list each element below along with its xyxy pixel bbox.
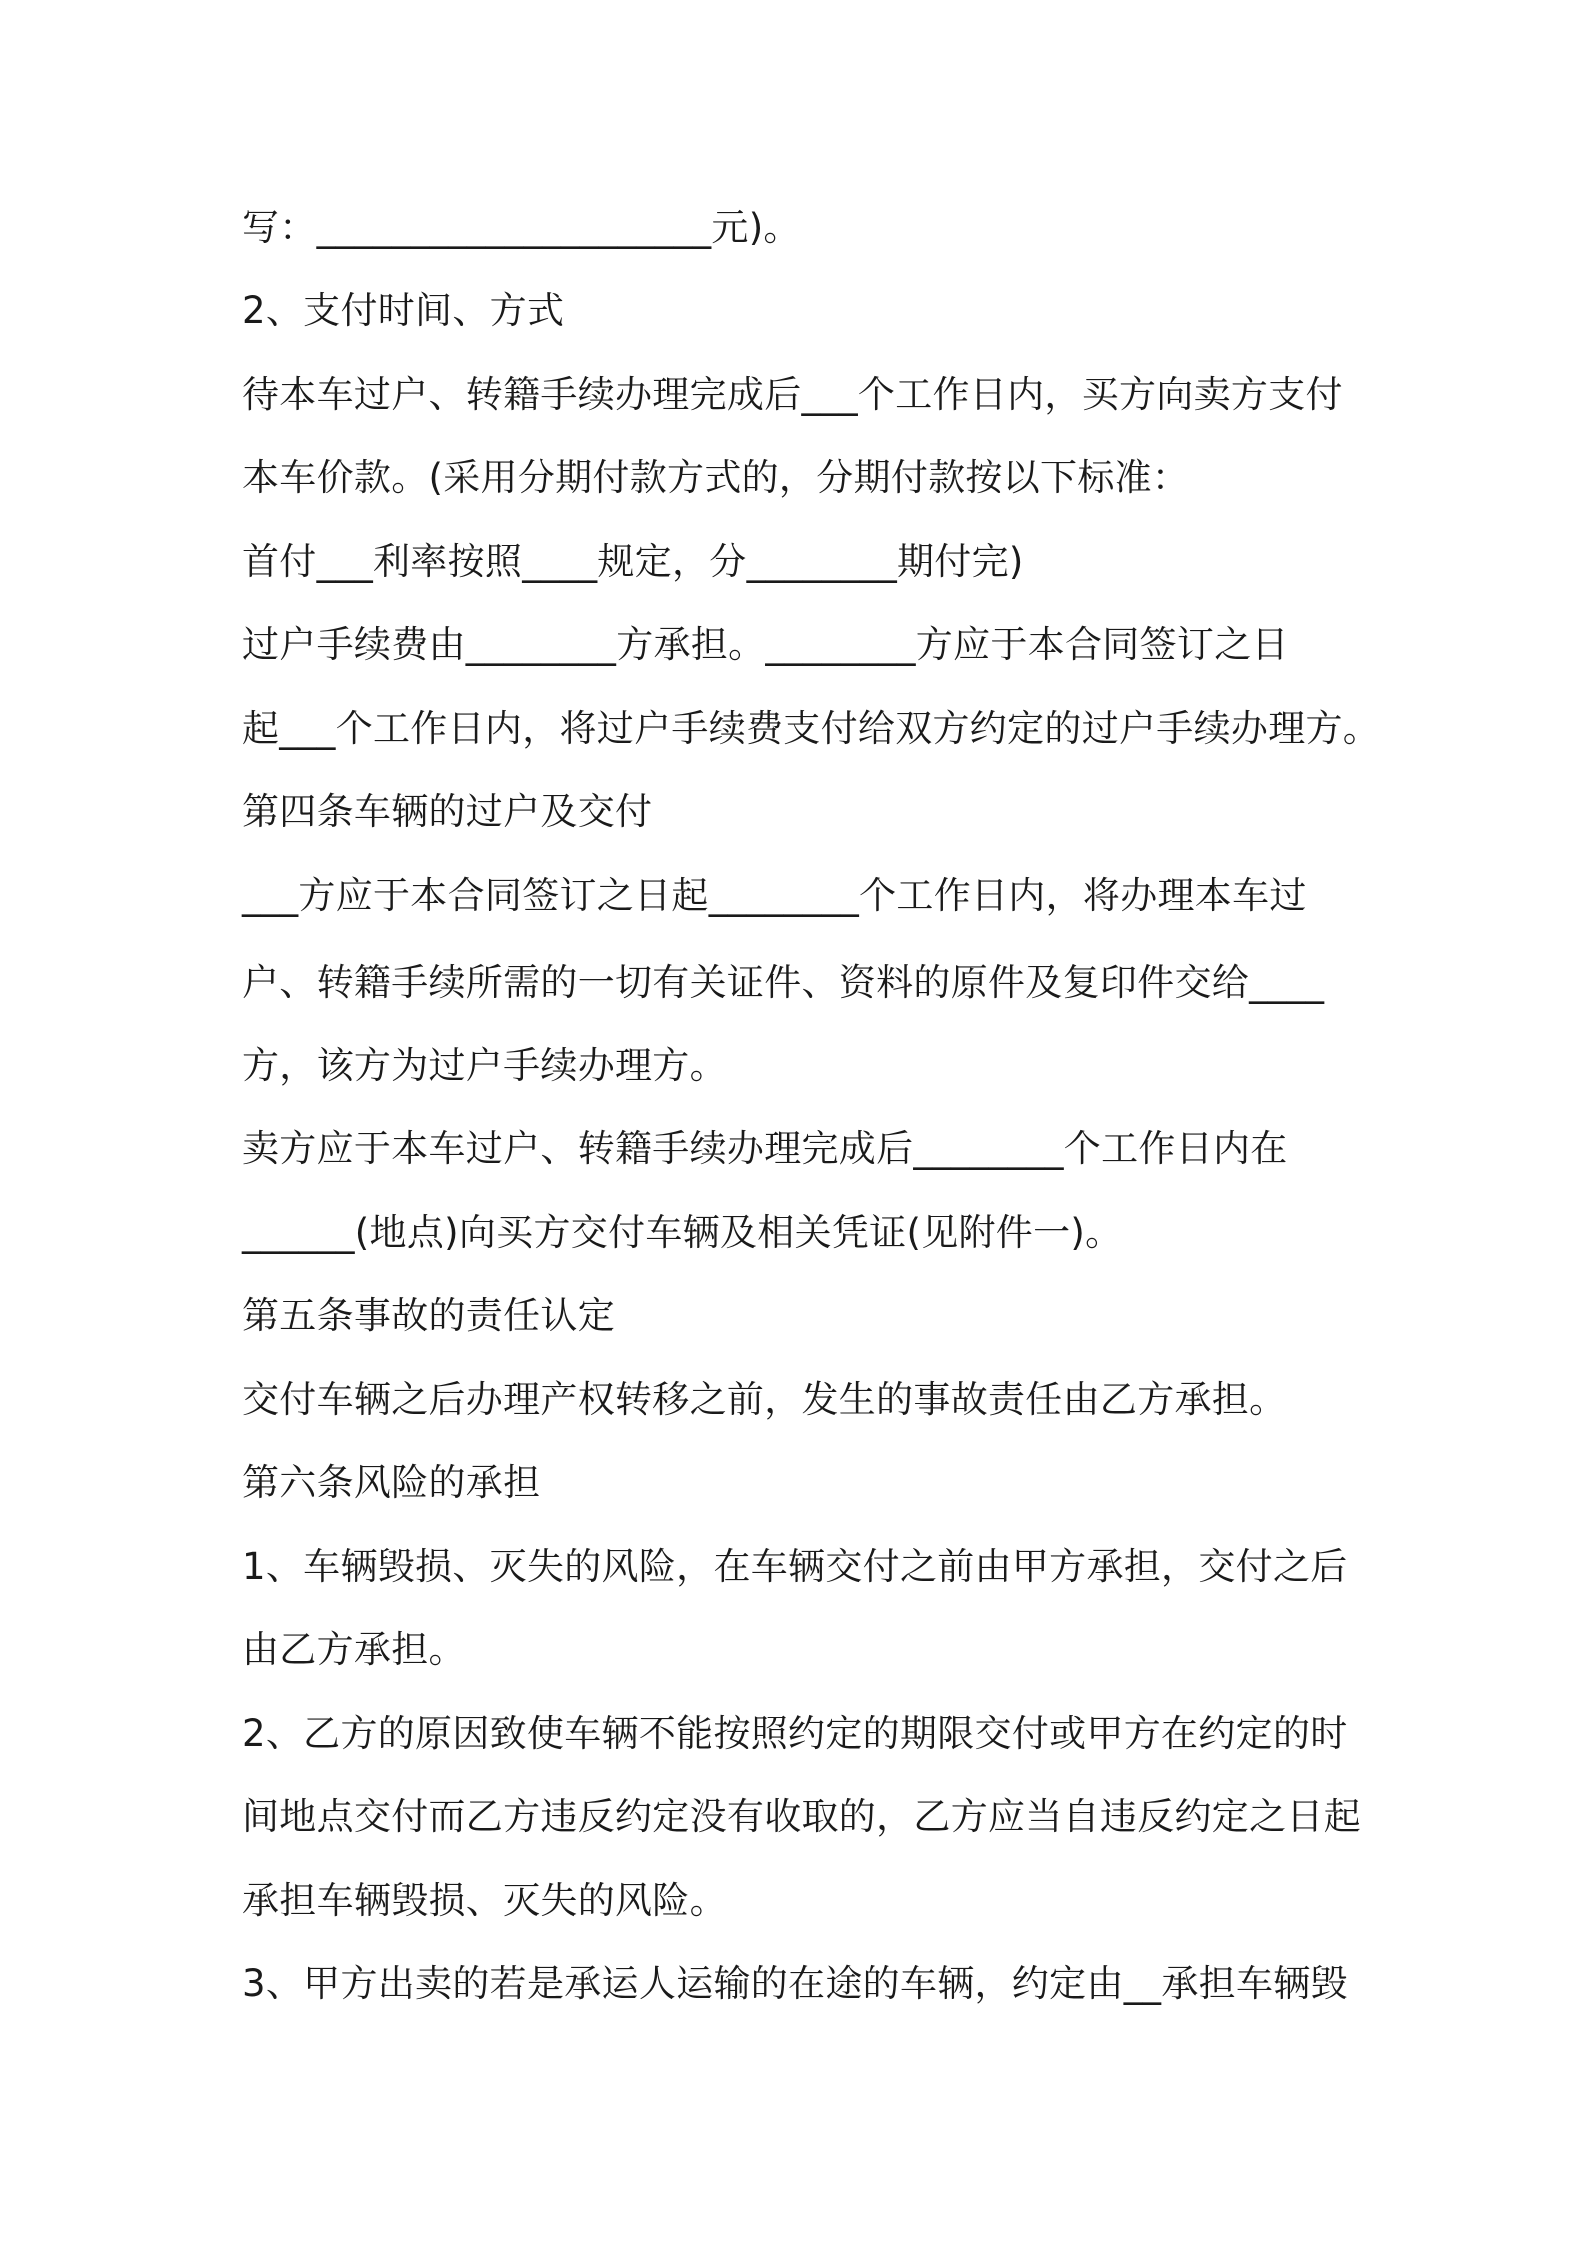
text-line-5: 首付___利率按照____规定，分________期付完) (242, 540, 1024, 583)
text-line-20: 间地点交付而乙方违反约定没有收取的，乙方应当自违反约定之日起 (242, 1795, 1361, 1838)
text-line-10: 户、转籍手续所需的一切有关证件、资料的原件及复印件交给____ (242, 961, 1325, 1004)
text-line-7: 起___个工作日内，将过户手续费支付给双方约定的过户手续办理方。 (242, 707, 1381, 750)
text-line-17: 1、车辆毁损、灭失的风险，在车辆交付之前由甲方承担，交付之后 (242, 1545, 1348, 1588)
text-line-12: 卖方应于本车过户、转籍手续办理完成后________个工作日内在 (242, 1127, 1288, 1170)
text-line-8: 第四条车辆的过户及交付 (242, 790, 653, 833)
text-line-1: 写：_____________________元)。 (242, 206, 801, 249)
text-line-14: 第五条事故的责任认定 (242, 1294, 615, 1337)
text-line-11: 方，该方为过户手续办理方。 (242, 1044, 727, 1087)
text-line-18: 由乙方承担。 (242, 1628, 466, 1671)
text-line-6: 过户手续费由________方承担。________方应于本合同签订之日 (242, 623, 1289, 666)
text-line-21: 承担车辆毁损、灭失的风险。 (242, 1879, 727, 1922)
text-line-19: 2、乙方的原因致使车辆不能按照约定的期限交付或甲方在约定的时 (242, 1712, 1348, 1755)
text-line-3: 待本车过户、转籍手续办理完成后___个工作日内，买方向卖方支付 (242, 373, 1343, 416)
text-line-15: 交付车辆之后办理产权转移之前，发生的事故责任由乙方承担。 (242, 1378, 1287, 1421)
text-line-4: 本车价款。(采用分期付款方式的，分期付款按以下标准： (242, 456, 1190, 499)
text-line-2: 2、支付时间、方式 (242, 289, 565, 332)
text-line-13: ______(地点)向买方交付车辆及相关凭证(见附件一)。 (242, 1211, 1123, 1254)
text-line-16: 第六条风险的承担 (242, 1461, 541, 1504)
text-line-9: ___方应于本合同签订之日起________个工作日内，将办理本车过 (242, 874, 1307, 917)
text-line-22: 3、甲方出卖的若是承运人运输的在途的车辆，约定由__承担车辆毁 (242, 1962, 1348, 2005)
